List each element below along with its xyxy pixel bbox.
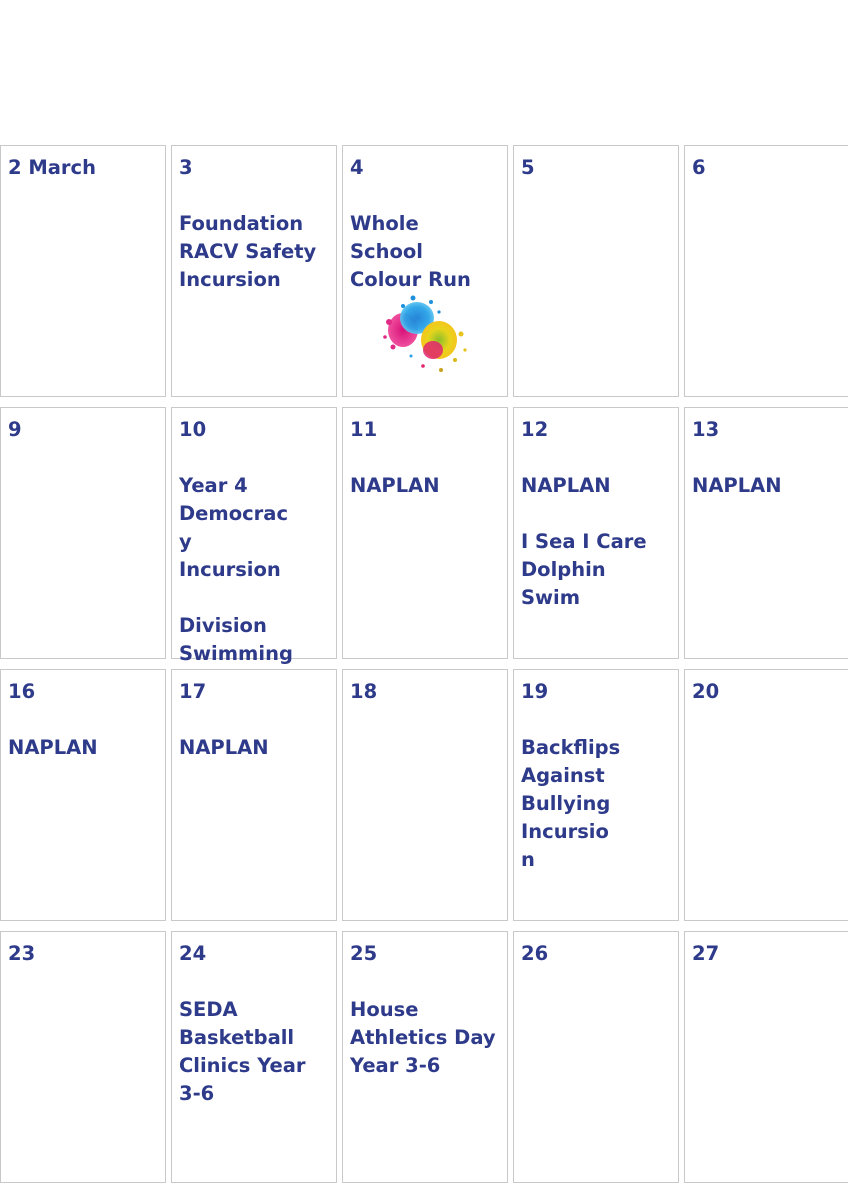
day-number: 5 xyxy=(521,156,535,179)
day-number: 2 March xyxy=(8,156,96,179)
day-number: 24 xyxy=(179,942,207,965)
day-cell-16 xyxy=(0,669,166,921)
day-number: 23 xyxy=(8,942,36,965)
day-cell-2-march xyxy=(0,145,166,397)
calendar-grid xyxy=(0,145,848,1183)
day-number: 17 xyxy=(179,680,207,703)
day-cell-11 xyxy=(342,407,508,659)
day-cell-4 xyxy=(342,145,508,397)
event-label: SEDA Basketball Clinics Year 3-6 xyxy=(179,998,306,1105)
day-cell-10 xyxy=(171,407,337,665)
event-label: House Athletics Day Year 3-6 xyxy=(350,998,496,1077)
day-number: 11 xyxy=(350,418,378,441)
event-label: NAPLAN xyxy=(8,736,98,759)
day-number: 13 xyxy=(692,418,720,441)
day-cell-5 xyxy=(513,145,679,397)
day-number: 18 xyxy=(350,680,378,703)
day-cell-17 xyxy=(171,669,337,921)
event-label: NAPLAN xyxy=(179,736,269,759)
day-number: 6 xyxy=(692,156,706,179)
day-number: 4 xyxy=(350,156,364,179)
day-cell-19 xyxy=(513,669,679,921)
day-cell-26 xyxy=(513,931,679,1183)
day-cell-23 xyxy=(0,931,166,1183)
event-label: NAPLAN xyxy=(521,474,611,497)
day-number: 19 xyxy=(521,680,549,703)
day-cell-18 xyxy=(342,669,508,921)
event-label: Foundation RACV Safety Incursion xyxy=(179,212,317,291)
event-label: I Sea I Care Dolphin Swim xyxy=(521,530,647,609)
day-cell-13 xyxy=(684,407,848,659)
paint-splash-icon xyxy=(381,292,473,378)
event-label: Whole School Colour Run xyxy=(350,212,471,291)
event-label: Division Swimming xyxy=(179,614,293,665)
day-number: 3 xyxy=(179,156,193,179)
day-number: 16 xyxy=(8,680,36,703)
day-cell-27 xyxy=(684,931,848,1183)
day-number: 12 xyxy=(521,418,549,441)
day-cell-9 xyxy=(0,407,166,659)
day-number: 20 xyxy=(692,680,720,703)
day-number: 9 xyxy=(8,418,22,441)
day-number: 27 xyxy=(692,942,720,965)
day-number: 26 xyxy=(521,942,549,965)
event-label: NAPLAN xyxy=(692,474,782,497)
event-label: Backflips Against Bullying Incursion xyxy=(521,736,621,871)
day-cell-6 xyxy=(684,145,848,397)
day-cell-20 xyxy=(684,669,848,921)
day-cell-25 xyxy=(342,931,508,1183)
day-number: 25 xyxy=(350,942,378,965)
event-label: NAPLAN xyxy=(350,474,440,497)
day-number: 10 xyxy=(179,418,207,441)
day-cell-24 xyxy=(171,931,337,1183)
event-label: Year 4 Democracy Incursion xyxy=(179,474,289,581)
day-cell-3 xyxy=(171,145,337,397)
day-cell-12 xyxy=(513,407,679,659)
